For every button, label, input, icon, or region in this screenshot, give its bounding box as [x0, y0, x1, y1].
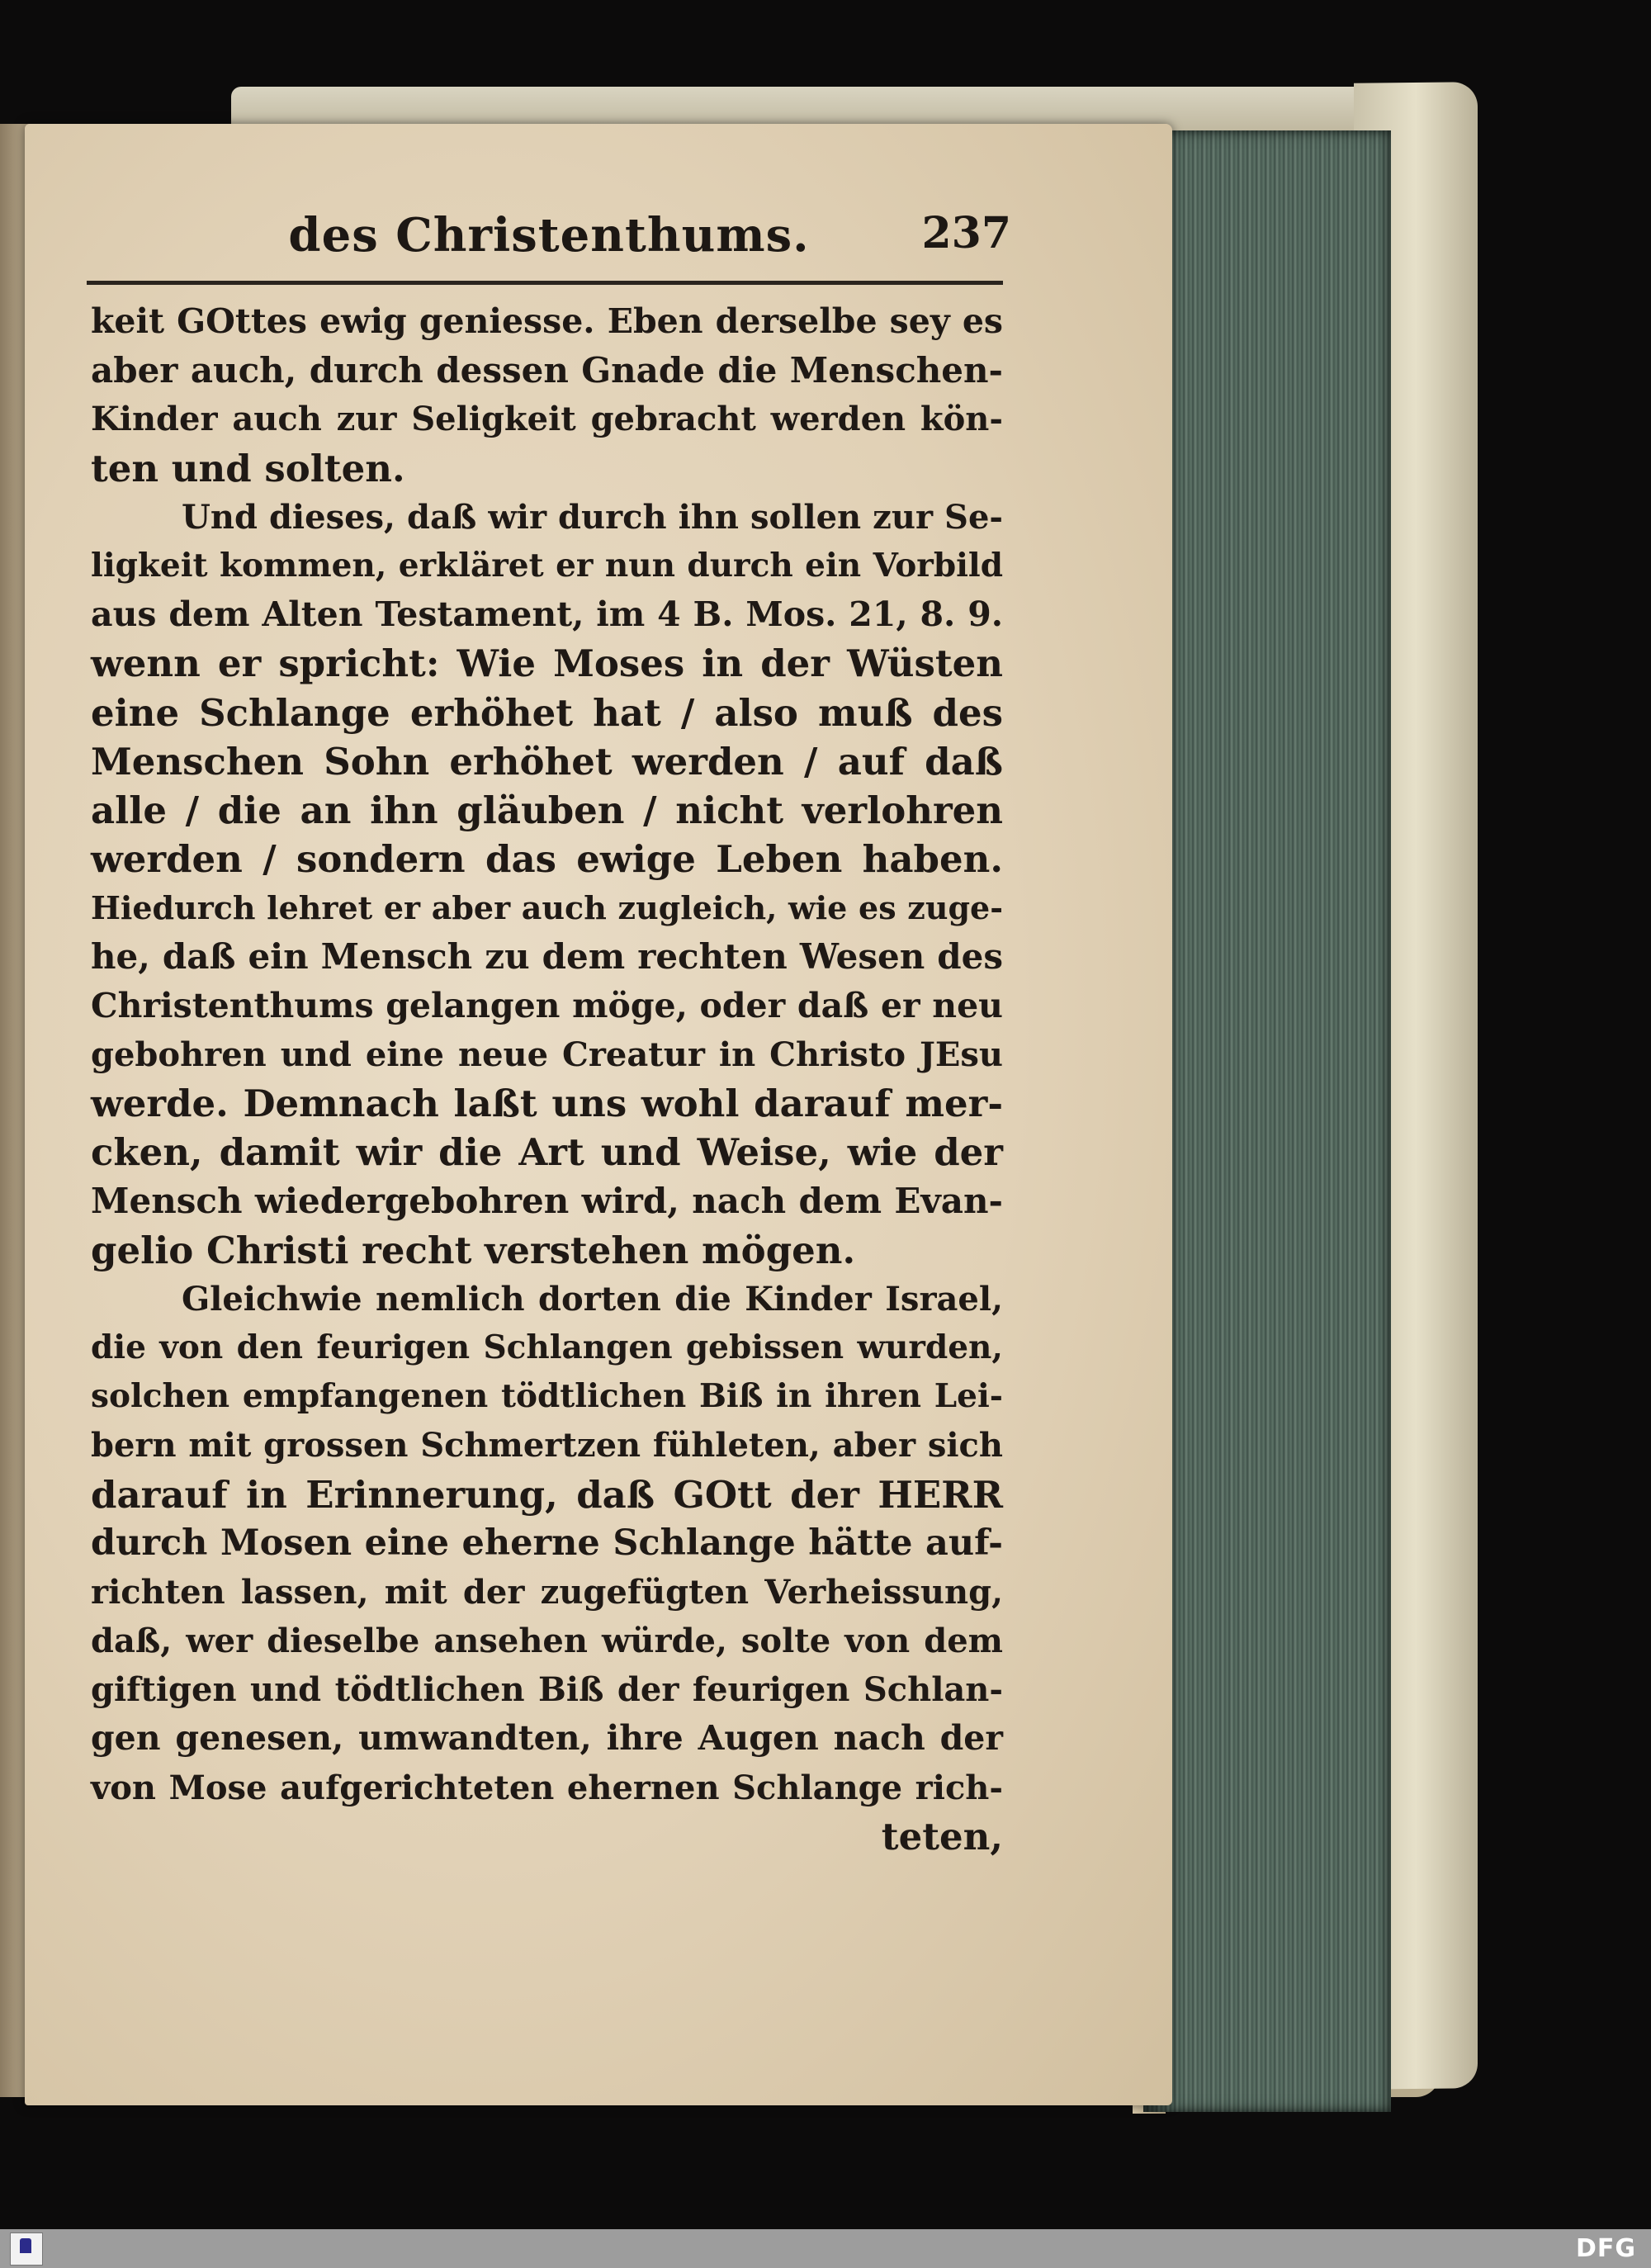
text-line: Gleichwie nemlich dorten die Kinder Israel, — [182, 1279, 1003, 1319]
library-seal-icon[interactable] — [10, 2232, 43, 2266]
page-header — [87, 208, 1011, 274]
text-line: Menschen Sohn erhöhet werden / auf daß — [91, 739, 1003, 784]
text-line: giftigen und tödtlichen Biß der feurigen Schlan- — [91, 1670, 1003, 1710]
text-line: Hiedurch lehret er aber auch zugleich, wie es zuge- — [91, 889, 1003, 927]
text-line: daß, wer dieselbe ansehen würde, solte von dem — [91, 1622, 1003, 1661]
text-line: richten lassen, mit der zugefügten Verheissung, — [91, 1572, 1003, 1612]
running-title: des Christenthums. — [288, 208, 810, 263]
page-edges — [1143, 130, 1391, 2112]
text-line: darauf in Erinnerung, daß GOtt der HERR — [91, 1472, 1003, 1517]
text-line: alle / die an ihn gläuben / nicht verlohren — [91, 788, 1003, 832]
text-line: Christenthums gelangen möge, oder daß er neu — [91, 985, 1003, 1025]
text-line: werden / sondern das ewige Leben haben. — [91, 837, 1003, 882]
text-line: Und dieses, daß wir durch ihn sollen zur Se- — [182, 497, 1003, 537]
text-line: Mensch wiedergebohren wird, nach dem Evan- — [91, 1181, 1003, 1222]
text-line: gelio Christi recht verstehen mögen. — [91, 1228, 856, 1272]
text-line: wenn er spricht: Wie Moses in der Wüsten — [91, 642, 1003, 686]
viewer-footer-bar — [0, 2229, 1651, 2268]
text-line: eine Schlange erhöhet hat / also muß des — [91, 690, 1003, 735]
text-line: cken, damit wir die Art und Weise, wie der — [91, 1130, 1003, 1175]
text-line: bern mit grossen Schmertzen fühleten, aber sich — [91, 1426, 1003, 1465]
text-line: aber auch, durch dessen Gnade die Menschen- — [91, 350, 1003, 391]
page-number: 237 — [921, 208, 1011, 258]
text-line: ten und solten. — [91, 446, 405, 490]
text-line: keit GOttes ewig geniesse. Eben derselbe sey es — [91, 301, 1003, 341]
text-line: werde. Demnach laßt uns wohl darauf mer- — [91, 1082, 1003, 1125]
text-line: gen genesen, umwandten, ihre Augen nach der — [91, 1718, 1003, 1759]
text-line: die von den feurigen Schlangen gebissen wurden, — [91, 1328, 1003, 1366]
text-line: he, daß ein Mensch zu dem rechten Wesen des — [91, 936, 1003, 978]
text-line: gebohren und eine neue Creatur in Christo JEsu — [91, 1035, 1003, 1074]
text-line: ligkeit kommen, erkläret er nun durch ein Vorbild — [91, 546, 1003, 585]
text-line: von Mose aufgerichteten ehernen Schlange rich- — [91, 1768, 1003, 1807]
page-body-text — [91, 297, 1003, 1861]
catchword: teten, — [881, 1814, 1003, 1858]
dfg-label[interactable]: DFG — [1575, 2234, 1636, 2263]
text-line: Kinder auch zur Seligkeit gebracht werden kön- — [91, 400, 1003, 439]
text-line: solchen empfangenen tödtlichen Biß in ihren Lei- — [91, 1377, 1003, 1416]
text-line: aus dem Alten Testament, im 4 B. Mos. 21, 8. 9. — [91, 594, 1003, 635]
text-line: durch Mosen eine eherne Schlange hätte auf- — [91, 1522, 1003, 1564]
header-rule — [87, 281, 1003, 285]
